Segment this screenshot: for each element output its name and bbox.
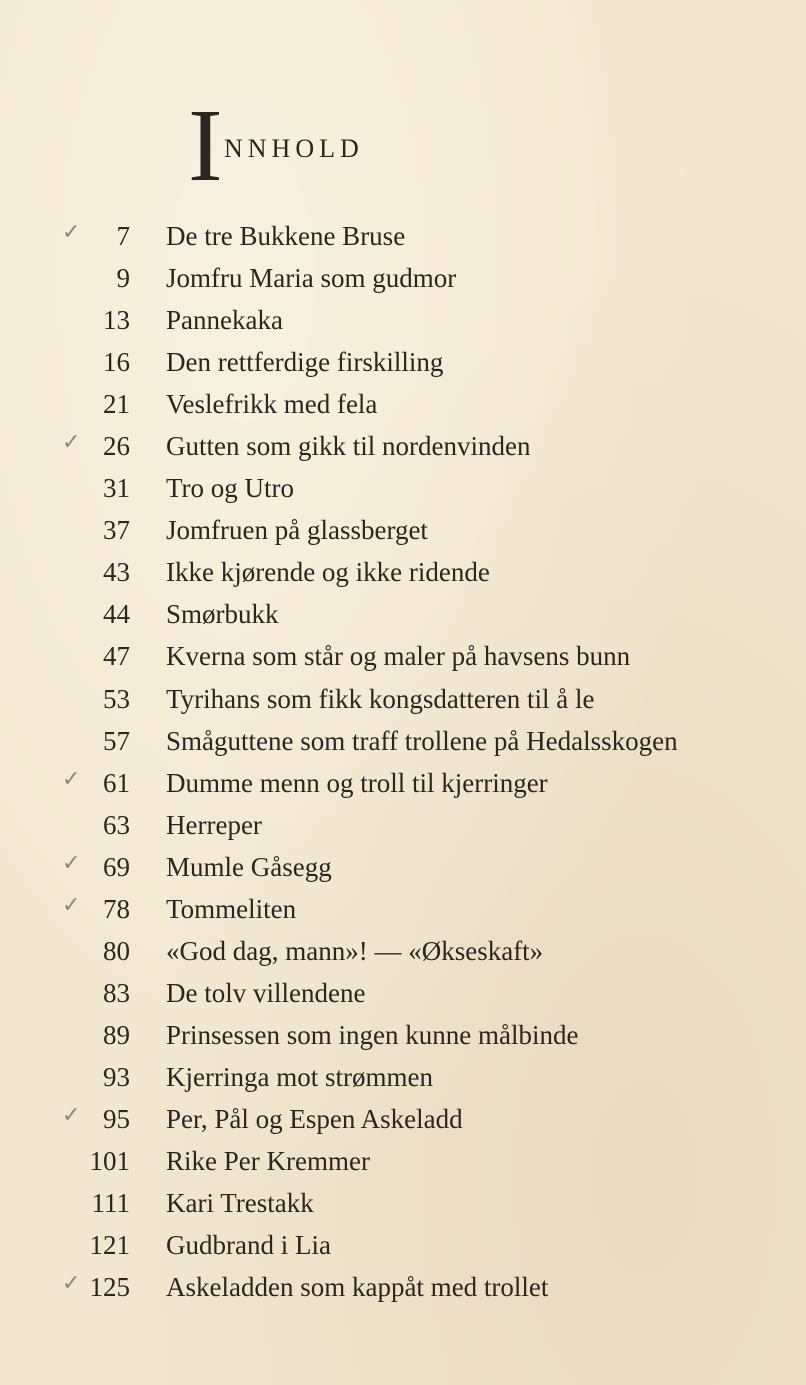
toc-entry [0,971,806,1013]
toc-entry [0,1265,806,1307]
toc-entry [0,1223,806,1265]
story-title: Småguttene som traff trollene på Hedalsskogen [166,725,678,756]
toc-entry [0,677,806,719]
toc-entry [0,761,806,803]
toc-entry [0,1055,806,1097]
page-number: 44 [103,599,130,630]
toc-entry [0,1097,806,1139]
story-title: Mumle Gåsegg [166,851,332,882]
page-number: 7 [116,221,130,251]
toc-entry [0,550,806,592]
story-title: Gutten som gikk til nordenvinden [166,431,531,462]
story-title: Kverna som står og maler på havsens bunn [166,641,631,672]
page-number: 101 [89,1146,130,1177]
page-number: 63 [103,809,130,840]
story-title: Tommeliten [166,893,297,924]
page-number: 61 [103,767,130,798]
toc-entry [0,1181,806,1223]
story-title: Jomfruen på glassberget [166,515,428,546]
toc-entry [0,298,806,340]
page-number: 31 [103,473,130,504]
story-title: Rike Per Kremmer [166,1146,370,1177]
toc-entry [0,1139,806,1181]
page-number: 80 [103,935,130,966]
toc-entry [0,214,806,256]
page-number: 47 [103,641,130,672]
toc-entry [0,256,806,298]
story-title: De tolv villendene [166,977,366,1008]
page-number: 78 [103,893,130,924]
toc-entry [0,466,806,508]
check-mark-icon: ✓ [62,220,81,245]
page-number: 95 [103,1103,130,1134]
story-title: Den rettferdige firskilling [166,347,444,378]
toc-entry [0,803,806,845]
page-number: 37 [103,515,130,546]
check-mark-icon: ✓ [62,430,81,456]
page-number: 21 [103,389,130,420]
story-title: Pannekaka [166,305,283,336]
title-initial: I [188,88,223,203]
story-title: Kjerringa mot strømmen [166,1061,433,1092]
check-mark-icon: ✓ [62,1271,81,1297]
story-title: Herreper [166,809,262,840]
check-mark-icon: ✓ [62,766,81,792]
story-title: Jomfru Maria som gudmor [166,263,457,294]
page-number: 16 [103,347,130,378]
page-number: 26 [103,431,130,462]
story-title: Veslefrikk med fela [166,389,378,420]
story-title: Gudbrand i Lia [166,1230,331,1261]
story-title: Ikke kjørende og ikke ridende [166,557,490,588]
toc-entry [0,382,806,424]
toc-entry [0,845,806,887]
page-number: 111 [91,1188,130,1219]
page-number: 69 [103,851,130,882]
page-number: 13 [103,305,130,336]
toc-entry [0,508,806,550]
check-mark-icon: ✓ [62,1102,81,1128]
story-title: «God dag, mann»! — «Økseskaft» [166,935,544,966]
story-title: Dumme menn og troll til kjerringer [166,767,548,798]
toc-entry [0,719,806,761]
toc-entry [0,592,806,634]
page-number: 125 [89,1272,130,1303]
story-title: Per, Pål og Espen Askeladd [166,1103,463,1134]
toc-entry [0,887,806,929]
story-title: Askeladden som kappåt med trollet [166,1272,549,1303]
toc-entry [0,340,806,382]
story-title: Prinsessen som ingen kunne målbinde [166,1019,579,1050]
story-title: De tre Bukkene Bruse [166,221,406,251]
toc-entry [0,424,806,466]
page-number: 53 [103,683,130,714]
page-number: 43 [103,557,130,588]
story-title: Smørbukk [166,599,279,630]
title-rest: NNHOLD [224,134,364,163]
check-mark-icon: ✓ [62,892,81,918]
story-title: Kari Trestakk [166,1188,314,1219]
page-number: 121 [89,1230,130,1261]
toc-entry [0,929,806,971]
page-number: 57 [103,725,130,756]
toc-entry [0,1013,806,1055]
toc-entry [0,634,806,676]
table-of-contents [0,214,806,1307]
page-number: 83 [103,977,130,1008]
page-number: 89 [103,1019,130,1050]
page-number: 9 [116,263,130,294]
page-number: 93 [103,1061,130,1092]
story-title: Tyrihans som fikk kongsdatteren til å le [166,683,595,714]
story-title: Tro og Utro [166,473,295,504]
check-mark-icon: ✓ [62,850,81,876]
